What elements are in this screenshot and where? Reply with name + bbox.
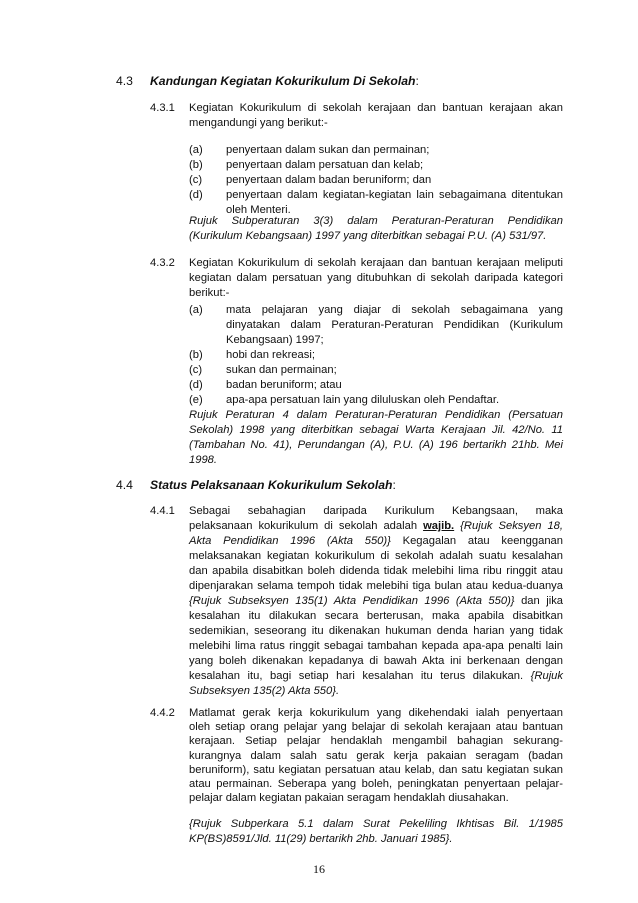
list-item: badan beruniform; atau: [226, 379, 342, 391]
paragraph-line: [189, 594, 563, 608]
section-title-colon: :: [392, 478, 396, 492]
subsection-number: 4.3.2: [150, 257, 175, 269]
list-item: penyertaan dalam persatuan dan kelab;: [226, 159, 424, 171]
citation: {Rujuk Subseksyen 135(1) Akta Pendidikan 1996 (Akta 550)}: [189, 595, 515, 607]
text-run: pelaksanaan kokurikulum di sekolah adalah: [189, 520, 418, 532]
reference-line: (Tambahan No. 41), Perundangan (A), P.U. (A) 196 bertarikh 21hb. Mei: [189, 439, 563, 451]
paragraph-line: berikut:-: [189, 287, 230, 299]
list-item: apa-apa persatuan lain yang diluluskan oleh Pendaftar.: [226, 394, 500, 406]
paragraph-line: [189, 669, 563, 683]
list-label: (d): [189, 379, 203, 391]
subsection-number: 4.4.1: [150, 505, 175, 517]
list-item: penyertaan dalam kegiatan-kegiatan lain sebagaimana ditentukan: [226, 189, 563, 201]
citation: {Rujuk Seksyen 18,: [460, 520, 563, 532]
text-run: Kegagalan atau keengganan: [402, 535, 563, 547]
section-title: Status Pelaksanaan Kokurikulum Sekolah: [150, 478, 393, 492]
reference-line: KP(BS)8591/Jld. 11(29) bertarikh 2hb. Januari 1985}.: [189, 832, 453, 845]
paragraph-line: melebihi lima ratus ringgit sebagai tambahan kepada apa-apa penalti lain: [189, 640, 563, 652]
paragraph-line: mengandungi yang berikut:-: [189, 117, 328, 129]
paragraph-line: Matlamat gerak kerja kokurikulum yang dikehendaki ialah penyertaan: [189, 707, 563, 719]
paragraph-line: atau permainan. Seberapa yang boleh, peningkatan penyertaan pelajar-: [189, 778, 563, 790]
emphasis-wajib: wajib.: [423, 520, 455, 532]
list-item: dinyatakan dalam Peraturan-Peraturan Pendidikan (Kurikulum: [226, 319, 563, 331]
paragraph-line: melaksanakan kegiatan kokurikulum di sekolah adalah suatu kesalahan: [189, 550, 563, 562]
section-heading: [150, 478, 396, 492]
paragraph-line: kegiatan dalam persatuan yang ditubuhkan di sekolah daripada kategori: [189, 272, 563, 284]
paragraph-line: [189, 519, 563, 533]
section-title-colon: :: [415, 74, 419, 88]
paragraph-line: sedemikian, seseorang itu dikenakan hukuman denda harian yang tidak: [189, 625, 563, 637]
section-number: 4.3: [116, 74, 133, 88]
list-label: (c): [189, 174, 203, 186]
page-number: 16: [313, 861, 325, 876]
text-run: kesalahan itu, bagi setiap hari kesalahan itu terus dilakukan.: [189, 670, 524, 682]
paragraph-line: dipenjarakan selama tempoh tidak melebihi tiga bulan atau kedua-duanya: [189, 580, 563, 592]
paragraph-line: beruniform), satu kegiatan persatuan atau kelab, dan satu kegiatan sukan: [189, 763, 563, 776]
paragraph-line: [189, 534, 563, 548]
paragraph-line: yang boleh dikenakan kepadanya di bawah Akta ini berkenaan dengan: [189, 655, 563, 667]
section-number: 4.4: [116, 478, 133, 492]
list-label: (b): [189, 159, 203, 171]
list-item: mata pelajaran yang diajar di sekolah sebagaimana yang: [226, 304, 563, 316]
citation: {Rujuk: [530, 670, 563, 682]
paragraph-line: kerajaan. Setiap pelajar hendaklah mengambil bahagian sekurang-: [189, 735, 563, 748]
section-heading: [150, 74, 419, 88]
paragraph-line: oleh setiap orang pelajar yang belajar di sekolah kerajaan atau bantuan: [189, 721, 563, 734]
section-title: Kandungan Kegiatan Kokurikulum Di Sekolah: [150, 74, 416, 88]
list-label: (b): [189, 349, 203, 361]
list-label: (d): [189, 189, 203, 201]
reference-line: Rujuk Peraturan 4 dalam Peraturan-Peraturan Pendidikan (Persatuan: [189, 409, 563, 421]
list-label: (e): [189, 394, 203, 406]
paragraph-line: Kegiatan Kokurikulum di sekolah kerajaan dan bantuan kerajaan akan: [189, 102, 563, 114]
list-item: oleh Menteri.: [226, 204, 291, 216]
paragraph-line: Kegiatan Kokurikulum di sekolah kerajaan dan bantuan kerajaan meliputi: [189, 257, 563, 269]
list-item: hobi dan rekreasi;: [226, 349, 315, 361]
list-label: (c): [189, 364, 203, 376]
paragraph-line: kesalahan itu dilakukan secara berterusan, maka apabila disabitkan: [189, 610, 563, 622]
list-item: Kebangsaan) 1997;: [226, 334, 324, 346]
text-run: dan jika: [521, 595, 564, 607]
reference-line: 1998.: [189, 454, 217, 466]
reference-line: (Kurikulum Kebangsaan) 1997 yang diterbitkan sebagai P.U. (A) 531/97.: [189, 230, 547, 242]
list-item: penyertaan dalam sukan dan permainan;: [226, 144, 430, 156]
subsection-number: 4.3.1: [150, 102, 175, 114]
list-item: penyertaan dalam badan beruniform; dan: [226, 174, 432, 186]
reference-line: Rujuk Subperaturan 3(3) dalam Peraturan-Peraturan Pendidikan: [189, 215, 563, 227]
list-item: sukan dan permainan;: [226, 364, 337, 376]
paragraph-line: kurangnya dalam salah satu gerak kerja pakaian seragam (badan: [189, 749, 563, 762]
citation: Subseksyen 135(2) Akta 550}.: [189, 685, 340, 697]
paragraph-line: pelajar dalam kegiatan pakaian seragam hendaklah diusahakan.: [189, 792, 509, 805]
paragraph-line: dan apabila disabitkan boleh didenda tidak melebihi lima ribu ringgit atau: [189, 565, 563, 577]
reference-line: {Rujuk Subperkara 5.1 dalam Surat Pekeliling Ikhtisas Bil. 1/1985: [189, 818, 563, 831]
paragraph-line: Sebagai sebahagian daripada Kurikulum Kebangsaan, maka: [189, 505, 563, 517]
list-label: (a): [189, 144, 203, 156]
reference-line: Sekolah) 1998 yang diterbitkan sebagai Warta Kerajaan Jil. 42/No. 11: [189, 424, 563, 436]
subsection-number: 4.4.2: [150, 707, 175, 719]
list-label: (a): [189, 304, 203, 316]
citation: Akta Pendidikan 1996 (Akta 550)}: [189, 535, 391, 547]
